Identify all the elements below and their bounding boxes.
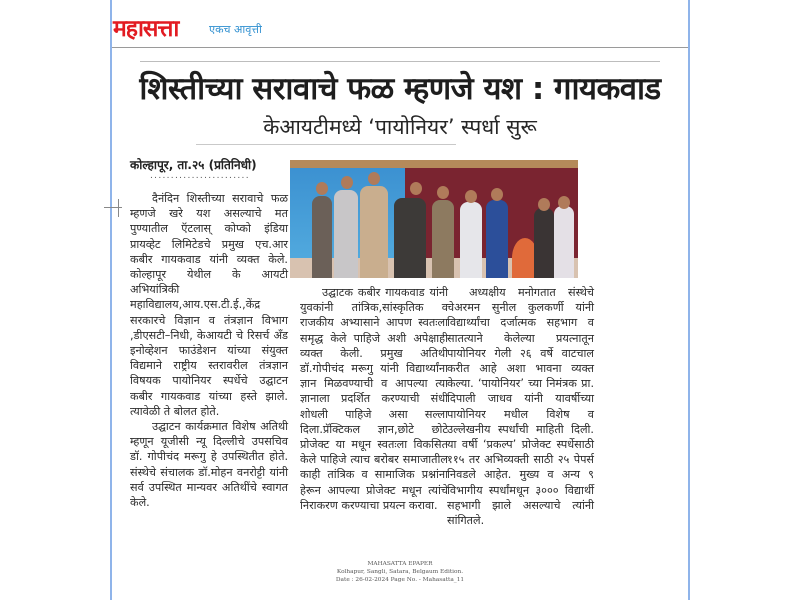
dateline: कोल्हापूर, ता.२५ (प्रतिनिधी) (130, 158, 257, 172)
photo-person-head (465, 190, 477, 203)
photo-person-head (538, 198, 550, 211)
article-column-3 (447, 285, 594, 528)
photo-person (460, 202, 482, 278)
photo-person (432, 200, 454, 278)
crop-mark-vertical (118, 199, 119, 217)
newspaper-logo: महासत्ता (113, 16, 179, 42)
headline: शिस्तीच्या सरावाचे फळ म्हणजे यश : गायकवाड (139, 71, 661, 107)
photo-person-head (341, 176, 353, 189)
photo-backdrop-drape (290, 160, 578, 168)
subheadline: केआयटीमध्ये ‘पायोनियर’ स्पर्धा सुरू (263, 115, 537, 139)
photo-person (334, 190, 358, 278)
article-photo (290, 160, 578, 278)
photo-person (534, 208, 554, 278)
photo-person (486, 200, 508, 278)
article-column-1 (130, 191, 288, 510)
photo-person-head (410, 182, 422, 195)
paragraph: उद्घाटन कार्यक्रमात विशेष अतिथी म्हणून यूजीसी न्यू दिल्लीचे उपसचिव डॉ. गोपीचंद मरूगु हे उपस्थितीत होते. संस्थेचे संचालक डॉ.मोहन वनरोट्टी यांनी सर्व उपस्थित मान्यवर अतिथींचे स्वागत केले. (130, 420, 288, 510)
photo-person (554, 206, 574, 278)
headline-top-rule (140, 61, 660, 62)
photo-person-head (437, 186, 449, 199)
page-frame-right (688, 0, 690, 600)
photo-person (360, 186, 388, 278)
photo-person (394, 198, 426, 278)
paragraph: दैनंदिन शिस्तीच्या सरावाचे फळ म्हणजे खरे यश असल्याचे मत पुण्यातील ऍटलास् कोप्को इंडिया प्रायव्हेट लिमिटेडचे प्रमुख एच.आर कबीर गायकवाड यांनी व्यक्त केले. कोल्हापूर येथील के आयटी अभियांत्रिकी महाविद्यालय,आय.एस.टी.ई.,केंद्र सरकारचे विज्ञान व तंत्रज्ञान विभाग ,डीएसटी–निधी, केआयटी चे रिसर्च अँड इनोव्हेशन फाउंडेशन यांच्या संयुक्त विद्यमाने राष्ट्रीय स्तरावरील तंत्रज्ञान विषयक पायोनियर स्पर्धेचे उद्घाटन कबीर गायकवाड यांच्या हस्ते झाले. त्यावेळी ते बोलत होते. (130, 192, 288, 418)
page-frame-left (110, 0, 112, 600)
footer-publication: MAHASATTA EPAPER (367, 561, 433, 567)
paragraph: अध्यक्षीय मनोगतात संस्थेचे चेअरमन सुनील कुलकर्णी यांनी विद्यार्थ्यांचा दर्जात्मक सहभाग व सातत्याने केलेल्या प्रयत्नातून पायोनियर गेली २६ वर्षे वाटचाल करीत आहे अशा भावना व्यक्त केल्या. ‘पायोनियर’ च्या निमंत्रक प्रा. दिपाली जाधव यांनी यावर्षीच्या पायोनियर मधील विशेष व उल्लेखनीय स्पर्धांची माहिती दिली. या वर्षी ‘प्रकल्प’ प्रोजेक्ट स्पर्धेसाठी ११५ तर अभिव्यक्ती साठी २५ पेपर्स निवडले आहेत. मुख्य व अन्य ९ विभागीय स्पर्धांमधून ३००० विद्यार्थी सहभागी झाले असल्याचे त्यांनी सांगितले. (447, 286, 594, 528)
crop-mark-horizontal (104, 207, 122, 208)
edition-label: एकच आवृत्ती (209, 23, 262, 36)
photo-person-head (368, 172, 380, 185)
photo-person-head (316, 182, 328, 195)
footer-date-page: Date : 26-02-2024 Page No. - Mahasatta_11 (335, 577, 465, 583)
epaper-footer (300, 560, 500, 584)
masthead-divider (112, 47, 688, 48)
footer-edition: Kolhapur, Sangli, Satara, Belgaum Edition. (336, 569, 464, 575)
article-column-2 (300, 285, 448, 513)
subheadline-rule (196, 144, 456, 145)
dateline-separator: ........................ (150, 171, 250, 181)
photo-person-head (491, 188, 503, 201)
photo-person-head (558, 196, 570, 209)
photo-person (312, 196, 332, 278)
paragraph: उद्घाटक कबीर गायकवाड यांनी युवकांनी तांत्रिक,सांस्कृतिक व राजकीय अभ्यासाने आपण स्वतःला समृद्ध केले पाहिजे अशी अपेक्षाही व्यक्त केली. प्रमुख अतिथी डॉ.गोपीचंद मरूगु यांनी विद्यार्थ्यांना ज्ञान मिळवण्याची व आपल्या त्या ज्ञानाला प्रदर्शित करण्याची संधी शोधली पाहिजे असा सल्ला दिला.प्रॅक्टिकल ज्ञान,छोटे छोटे प्रोजेक्ट या मधून स्वतःला विकसित केले पाहिजे त्याच बरोबर समाजातील काही तांत्रिक व सामाजिक प्रश्नांना हेरून आपल्या प्रोजेक्ट मधून त्यांचे निराकरण करण्याचा प्रयत्न करावा. (300, 286, 448, 512)
